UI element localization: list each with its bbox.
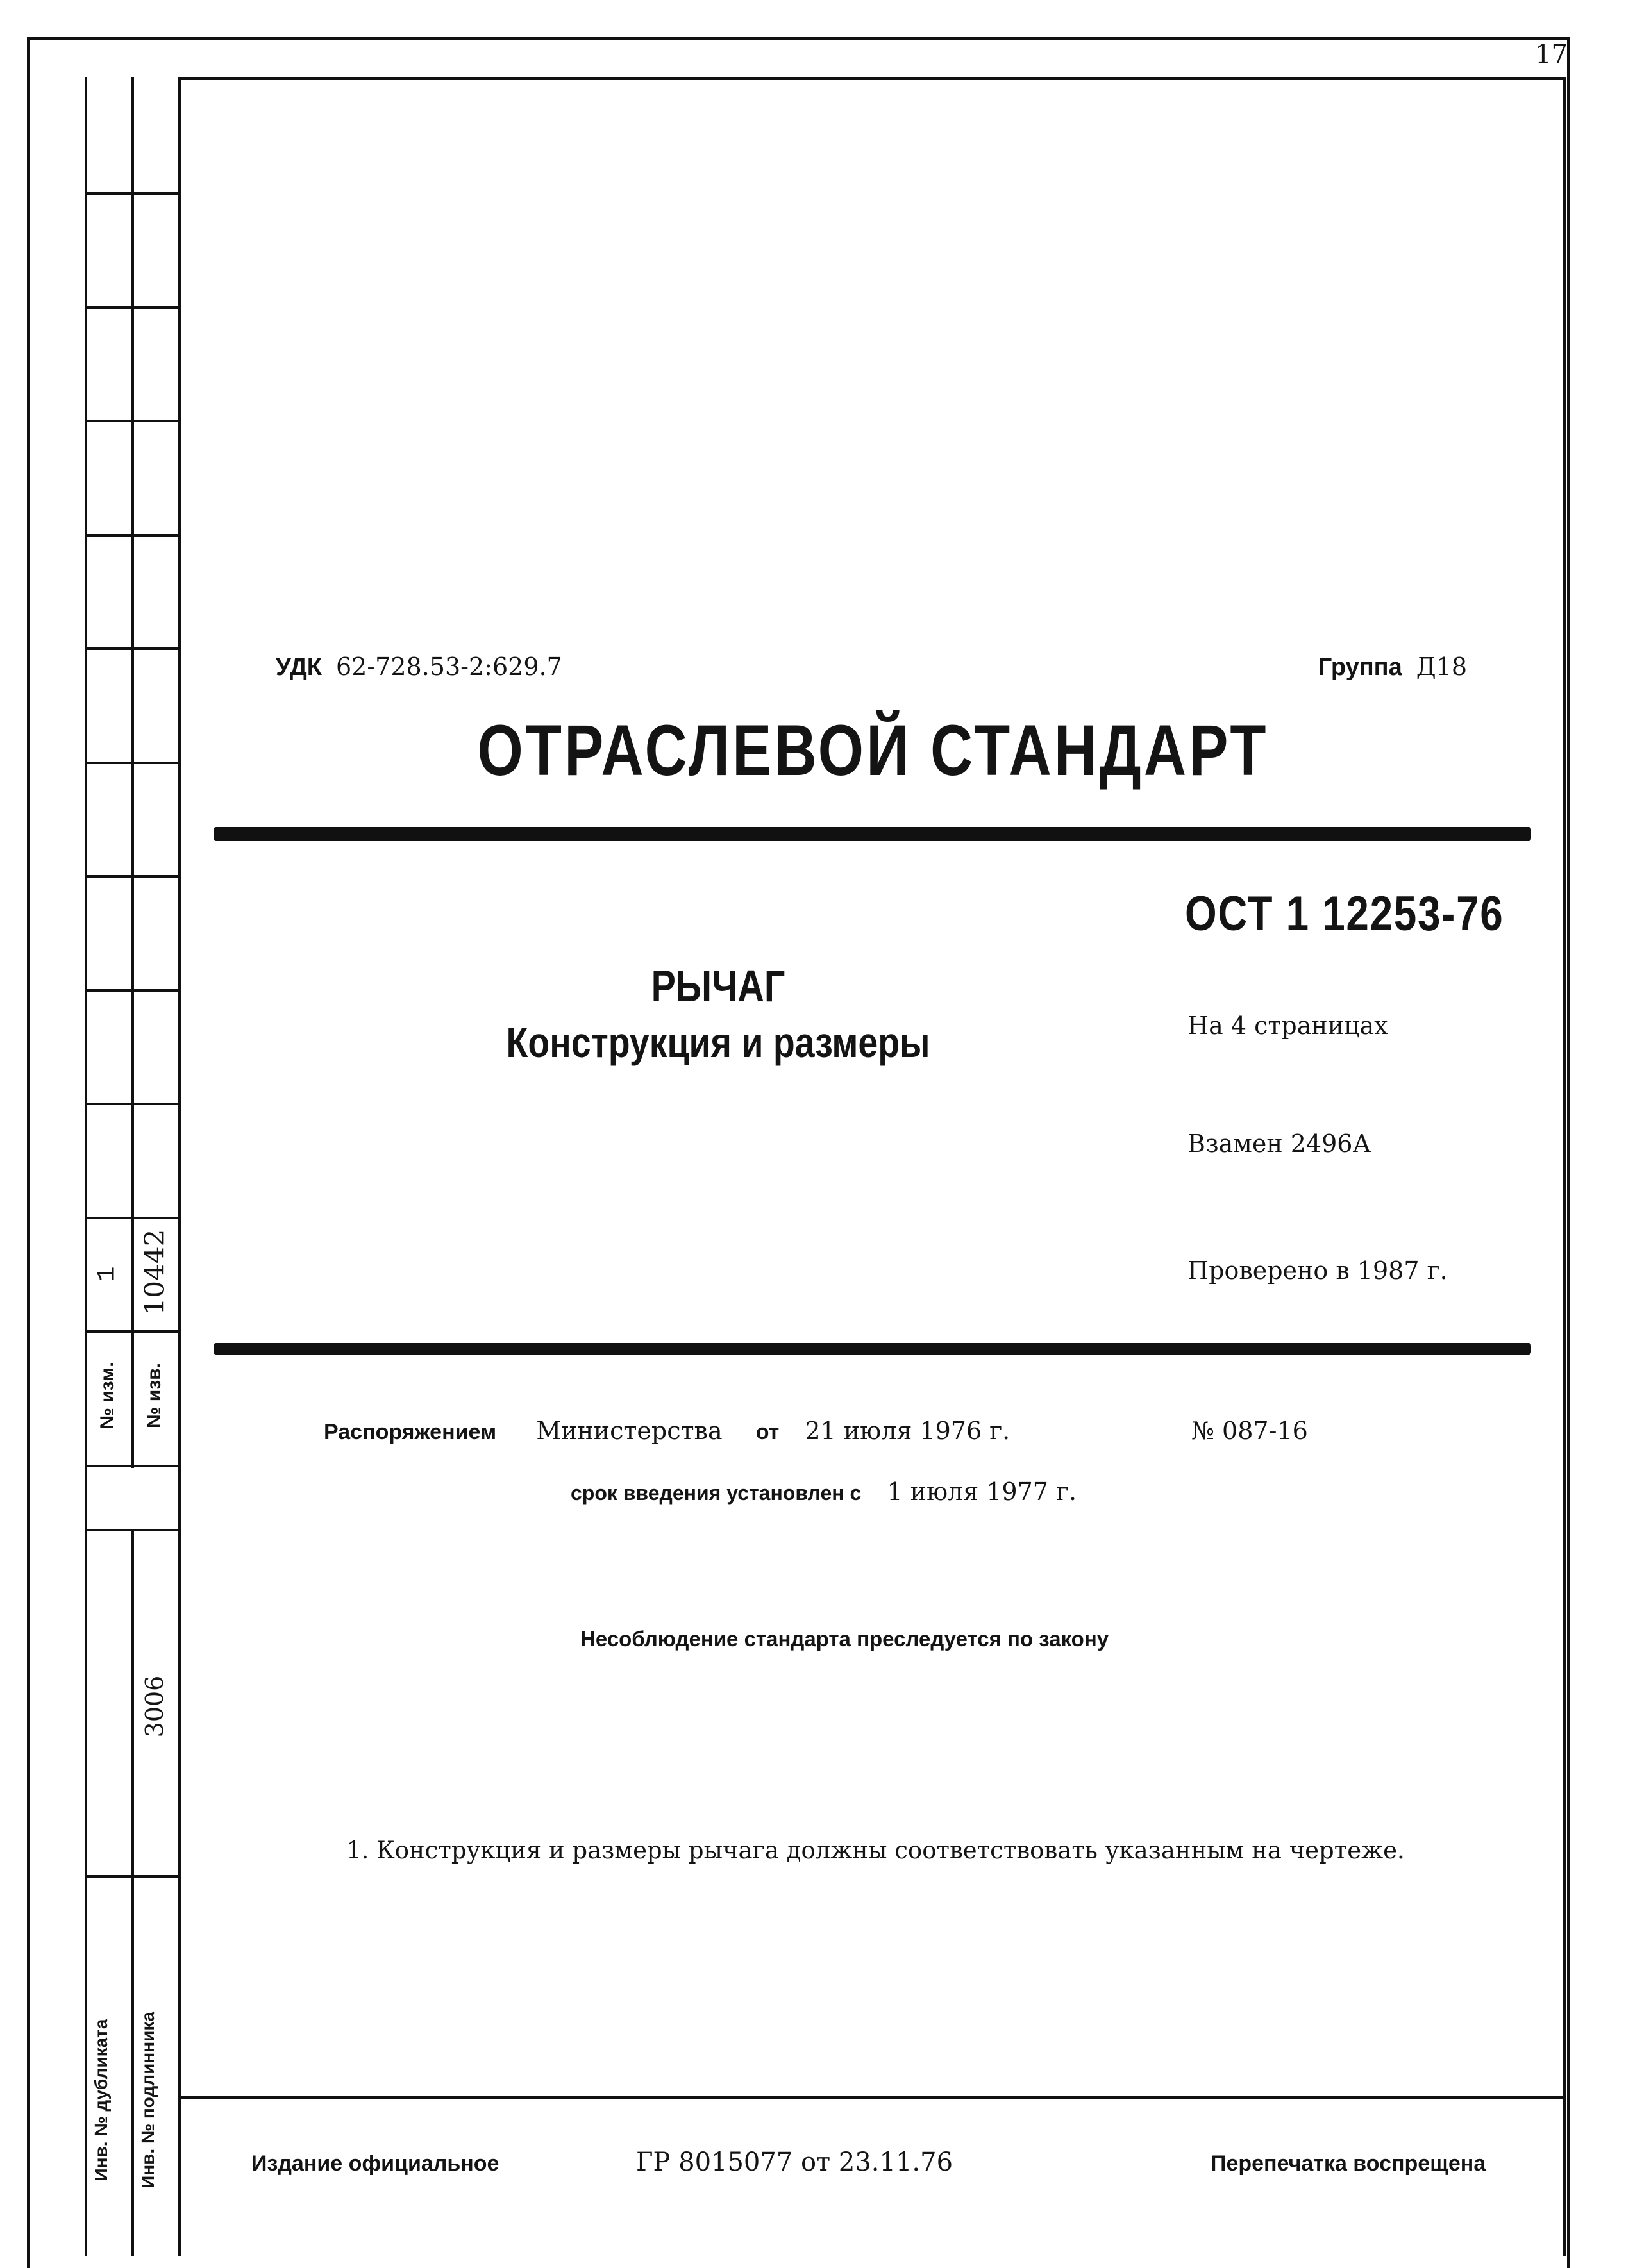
change-number-label: № изм. [97, 1362, 118, 1430]
main-title: ОТРАСЛЕВОЙ СТАНДАРТ [477, 710, 1269, 790]
footer-edition: Издание официальное [251, 2151, 499, 2176]
duplicate-inventory-label: Инв. № дубликата [91, 2019, 111, 2181]
group-label: Группа [1318, 654, 1402, 681]
deadline-label: срок введения установлен с [571, 1481, 862, 1505]
order-authority: Министерства [536, 1417, 723, 1445]
replaces-note: Взамен 2496А [1187, 1130, 1371, 1158]
subject-title: РЫЧАГ [651, 961, 785, 1011]
original-inventory-label: Инв. № подлинника [138, 2012, 158, 2189]
page-number: 17 [1535, 40, 1568, 69]
inner-frame [178, 77, 1566, 2256]
footer-registration: ГР 8015077 от 23.11.76 [636, 2147, 953, 2177]
law-note: Несоблюдение стандарта преследуется по закону [580, 1627, 1109, 1651]
order-date: 21 июля 1976 г. [805, 1417, 1010, 1445]
bottom-thick-rule [214, 1343, 1531, 1355]
original-inventory-value: 3006 [140, 1675, 169, 1738]
notice-number-label: № изв. [144, 1363, 165, 1428]
order-from: от [755, 1420, 780, 1444]
group-code [1318, 653, 1467, 681]
checked-note: Проверено в 1987 г. [1187, 1256, 1448, 1285]
page-count: На 4 страницах [1187, 1012, 1388, 1040]
footer-rule [180, 2096, 1566, 2099]
top-thick-rule [214, 827, 1531, 841]
standard-number: ОСТ 1 12253-76 [1185, 887, 1504, 941]
udk-label: УДК [276, 654, 322, 681]
deadline-date: 1 июля 1977 г. [887, 1478, 1077, 1506]
udk-code [276, 653, 562, 681]
udk-value: 62-728.53-2:629.7 [335, 653, 562, 681]
subject-subtitle: Конструкция и размеры [506, 1019, 930, 1066]
order-number: № 087-16 [1191, 1417, 1308, 1445]
notice-number-value: 10442 [138, 1229, 171, 1315]
group-value: Д18 [1416, 653, 1467, 681]
change-number-value: 1 [93, 1266, 122, 1282]
order-label: Распоряжением [324, 1420, 497, 1444]
clause-1: 1. Конструкция и размеры рычага должны соответствовать указанным на чертеже. [346, 1837, 1405, 1864]
order-line [324, 1417, 1010, 1445]
footer-reprint-note: Перепечатка воспрещена [1211, 2151, 1486, 2176]
deadline-line [571, 1478, 1077, 1506]
